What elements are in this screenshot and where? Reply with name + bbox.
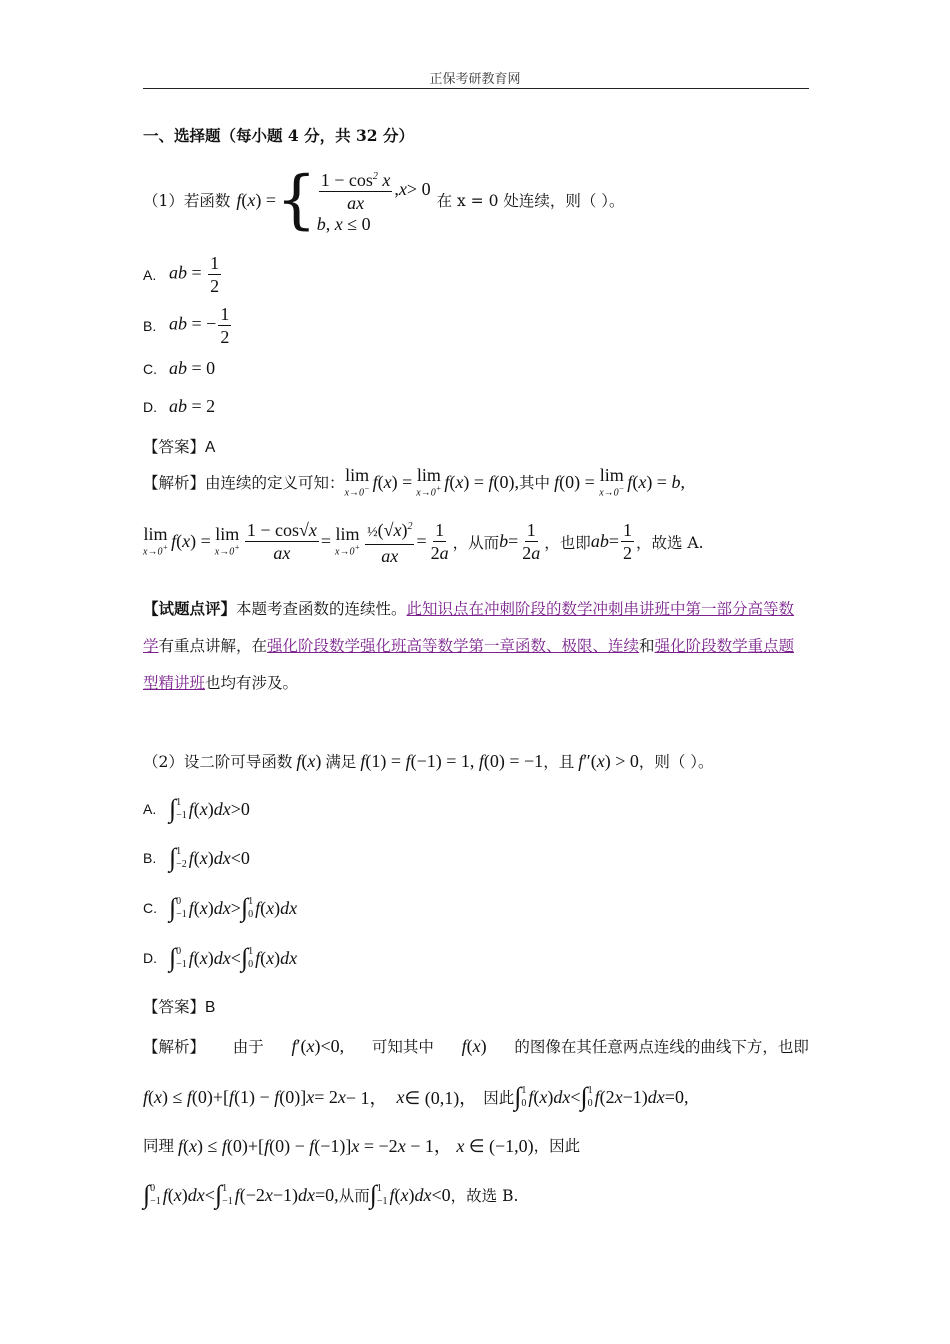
q2-option-d: D. ∫ 0 −1 f ( x ) dx < ∫ 1 0 f ( x ) dx [143, 943, 298, 972]
q1-option-b: B. ab = − $\frac{1}{2}$ [143, 304, 230, 347]
q1-fx: f(x) = [236, 189, 277, 210]
q1-analysis-line2: lim x→0+ f ( x ) = lim x→0+ $\frac{1 - \cos√x}{ax}$ = lim x→0+ $\frac{\frac{1}{2}(√x)^2}{ax}$ = $\frac{1}{2a}$ ，从而 b = $\frac{1}{2a}$ ，也即 ab = $\frac{1}{2}$ ，故选 A. [143, 516, 704, 567]
q1-answer [143, 435, 215, 457]
q2-analysis-line3: 同理 f(x) ≤ f(0)+[f(0) − f(−1)]x = −2x − 1， x ∈ (−1,0) ，因此 [143, 1136, 581, 1156]
q1-option-c: C. ab = 0 [143, 358, 216, 378]
q1-option-a: A. ab = $\frac{1}{2}$ [143, 253, 220, 296]
q2-analysis-line1: 【解析】 由于 f′(x)<0, 可知其中 f(x) 的图像在其任意两点连线的曲线下方，也即 [143, 1035, 809, 1056]
q1-analysis-line1: 【解析】 由连续的定义可知： lim x→0− f ( x ) = lim x→0+ f ( x ) = f (0), 其中 f (0) = lim x→0− f ( x ) = b , [143, 465, 685, 499]
section-title: 一、选择题（每小题 4 分，共 32 分） [143, 126, 414, 145]
q1-review-tag: 【试题点评】 [143, 599, 237, 618]
q2-option-a: A. ∫ 1 −1 f ( x ) dx >0 [143, 794, 250, 823]
q2-answer: 【答案】B [143, 998, 216, 1016]
q1-stem [143, 158, 625, 242]
q1-option-d: D. ab = 2 [143, 396, 216, 416]
review-link-key-types[interactable]: 强化阶段数学重点题型精讲班 [143, 637, 795, 692]
q1-brace: { [276, 163, 317, 237]
q2-analysis-line2: f ( x ) ≤ f (0)+[ f (1) − f (0)] x = 2 x − 1， x ∈ (0,1)， 因此 ∫ 1 0 f ( x ) dx < ∫ 1 0 f (2 x −1) dx =0, [143, 1082, 689, 1111]
header-rule [143, 88, 809, 89]
q2-stem: （2）设二阶可导函数 f(x) 满足 f(1) = f(−1) = 1, f(0) = −1 ，且 f″(x) > 0 ，则（ ）。 [143, 750, 714, 771]
q2-analysis-line4: ∫ 0 −1 f ( x ) dx < ∫ 1 −1 f (−2 x −1) dx =0, 从而 ∫ 1 −1 f ( x ) dx <0 ，故选 B. [143, 1180, 519, 1209]
q2-option-c: C. ∫ 0 −1 f ( x ) dx > ∫ 1 0 f ( x ) dx [143, 893, 298, 922]
q1-prefix: （1）若函数 [143, 192, 231, 210]
q1-answer-tag: 【答案】 [143, 438, 206, 456]
q1-review: 【试题点评】本题考查函数的连续性。此知识点在冲刺阶段的数学冲刺串讲班中第一部分高等数学有重点讲解，在强化阶段数学强化班高等数学第一章函数、极限、连续和强化阶段数学重点题型精讲班也均有涉及。 [143, 599, 795, 692]
review-link-sprint[interactable]: 此知识点在冲刺阶段的数学冲刺串讲班中第一部分高等数学 [143, 600, 795, 655]
q1-suffix: 在 x = 0 处连续，则（ ）。 [436, 192, 625, 210]
q1-piecewise: $\frac{1 - \cos^2 x}{ax}$ , x > 0 b, x ≤ 0 [317, 166, 431, 235]
review-link-intensive[interactable]: 强化阶段数学强化班高等数学第一章函数、极限、连续 [267, 637, 640, 655]
q2-option-b: B. ∫ 1 −2 f ( x ) dx <0 [143, 843, 250, 872]
header-site-name: 正保考研教育网 [429, 72, 521, 87]
q2-answer-value: B [205, 999, 216, 1016]
q1-answer-value: A [205, 439, 216, 456]
